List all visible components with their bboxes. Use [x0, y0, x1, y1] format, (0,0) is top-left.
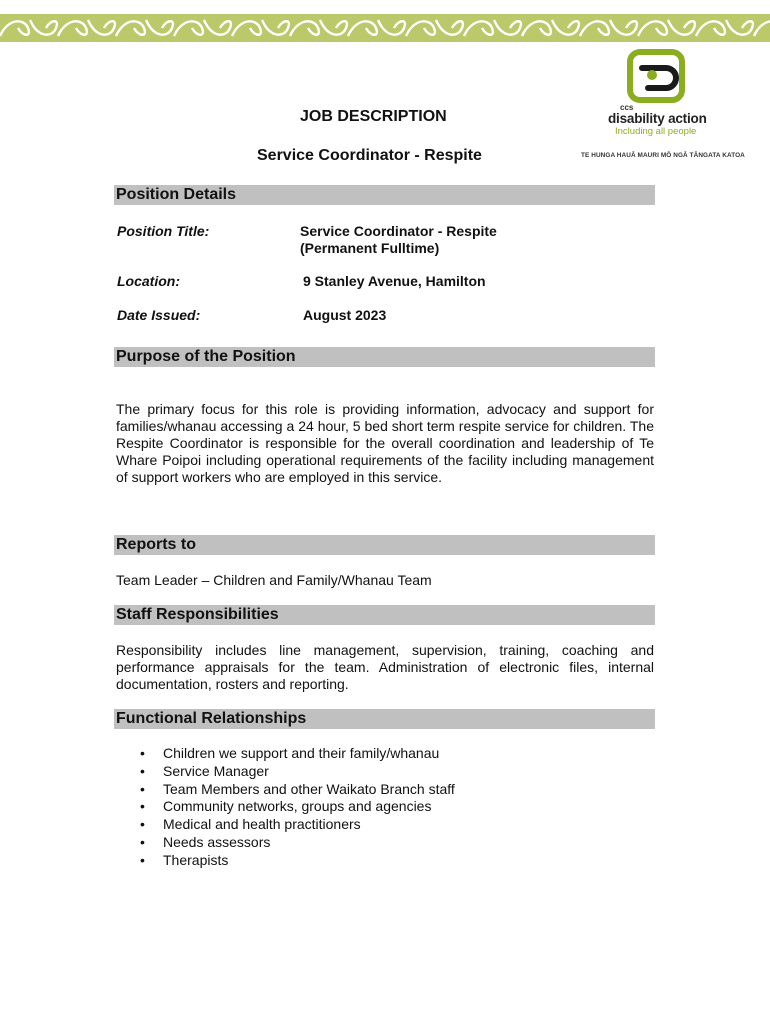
- functional-relationships-list: [138, 745, 455, 870]
- list-item-text: Service Manager: [163, 762, 269, 779]
- bullet-icon: •: [140, 745, 145, 761]
- field-value-location: 9 Stanley Avenue, Hamilton: [303, 273, 486, 289]
- section-heading-staff-responsibilities: Staff Responsibilities: [114, 605, 655, 625]
- list-item-text: Medical and health practitioners: [163, 816, 361, 833]
- bullet-icon: •: [140, 762, 145, 779]
- logo-name: disability action: [608, 111, 707, 126]
- document-title: JOB DESCRIPTION: [300, 108, 447, 125]
- bullet-icon: •: [140, 780, 145, 797]
- list-item-text: Needs assessors: [163, 833, 271, 850]
- position-title-line1: Service Coordinator - Respite: [300, 223, 497, 239]
- field-label-position-title: Position Title:: [117, 223, 210, 239]
- field-value-date-issued: August 2023: [303, 307, 387, 323]
- list-item: [138, 852, 455, 870]
- kowhaiwhai-border: [0, 14, 770, 42]
- list-item: [138, 798, 455, 816]
- field-label-date-issued: Date Issued:: [117, 307, 201, 323]
- list-item-text: Community networks, groups and agencies: [163, 798, 432, 815]
- bullet-icon: •: [140, 816, 145, 833]
- section-heading-position-details: Position Details: [114, 185, 655, 205]
- section-heading-purpose: Purpose of the Position: [114, 347, 655, 367]
- list-item-text: Therapists: [163, 851, 229, 868]
- list-item: [138, 745, 455, 763]
- bullet-icon: •: [140, 833, 145, 850]
- reports-to-text: Team Leader – Children and Family/Whanau Team: [116, 572, 432, 588]
- staff-responsibilities-text: Responsibility includes line management, supervision, training, coaching and performance appraisals for the team. Administration of electronic files, internal documentation, rosters and reporting.: [116, 642, 654, 692]
- logo-ccs: ccs: [620, 103, 634, 112]
- list-item-text: Team Members and other Waikato Branch staff: [163, 780, 455, 797]
- bullet-icon: •: [140, 851, 145, 868]
- bullet-icon: •: [140, 798, 145, 815]
- list-item: [138, 816, 455, 834]
- purpose-text: The primary focus for this role is providing information, advocacy and support for families/whanau accessing a 24 hour, 5 bed short term respite service for children. The Respite Coordinator is responsible for the overall coordination and leadership of Te Whare Poipoi including operational requirements of the facility including management of support workers who are employed in this service.: [116, 401, 654, 485]
- section-heading-reports-to: Reports to: [114, 535, 655, 555]
- position-title-line2: (Permanent Fulltime): [300, 240, 440, 256]
- document-subtitle: Service Coordinator - Respite: [257, 147, 482, 164]
- list-item: [138, 834, 455, 852]
- field-label-location: Location:: [117, 273, 180, 289]
- logo-tagline: Including all people: [615, 126, 697, 137]
- list-item: [138, 763, 455, 781]
- field-value-position-title: [300, 223, 497, 257]
- logo-wordmark: [608, 103, 718, 138]
- list-item-text: Children we support and their family/whanau: [163, 745, 440, 761]
- logo-maori-line: TE HUNGA HAUĀ MAURI MŌ NGĀ TĀNGATA KATOA: [581, 152, 745, 159]
- list-item: [138, 781, 455, 799]
- section-heading-functional-relationships: Functional Relationships: [114, 709, 655, 729]
